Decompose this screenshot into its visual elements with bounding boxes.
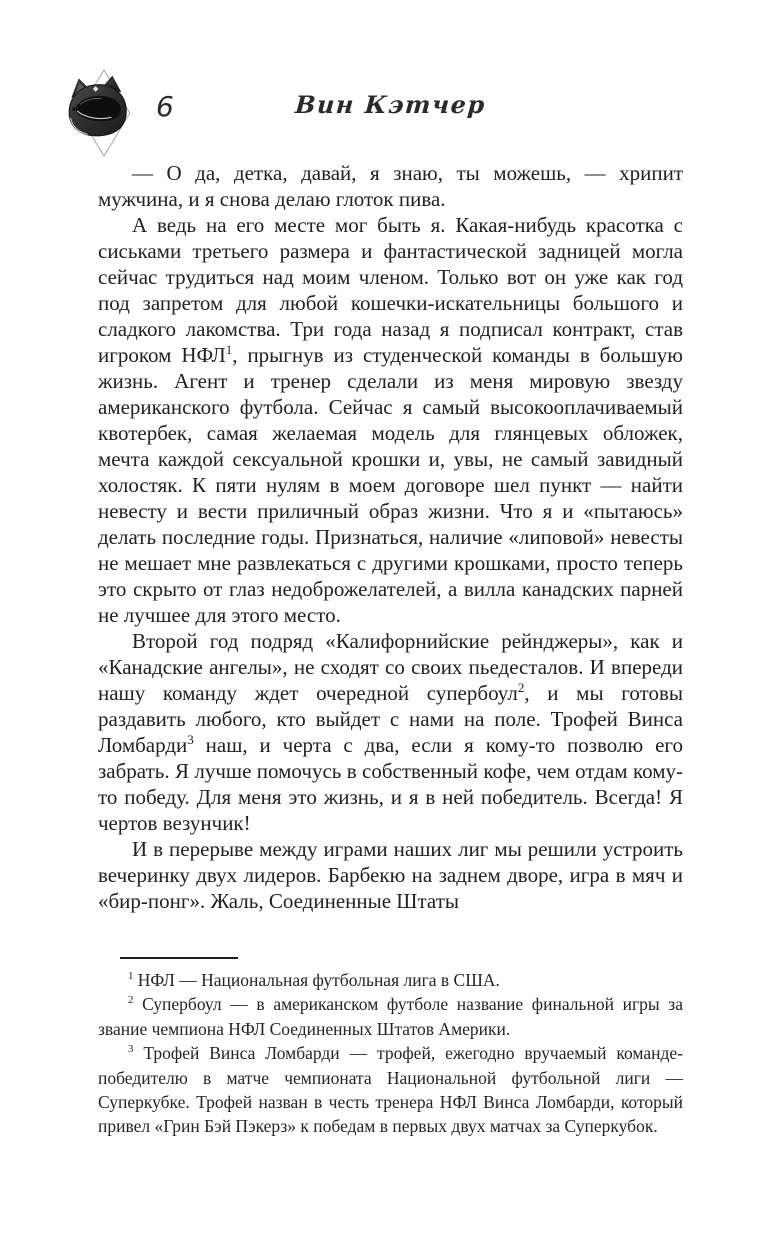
body-paragraph: А ведь на его месте мог быть я. Какая-нибудь красотка с сиськами третьего размера и фантастической задницей могла сейчас трудиться над моим членом. Только вот он уже как год под запретом для любой кошечки-искательницы большого и сладкого лакомства. Три года назад я подписал контракт, став игроком НФЛ$^1$, прыгнув из студенческой команды в большую жизнь. Агент и тренер сделали из меня мировую звезду американского футбола. Сейчас я самый высокооплачиваемый квотербек, самая желаемая модель для глянцевых обложек, мечта каждой сексуальной крошки и, увы, не самый завидный холостяк. К пяти нулям в моем договоре шел пункт — найти невесту и вести приличный образ жизни. Что я и «пытаюсь» делать последние годы. Признаться, наличие «липовой» невесты не мешает мне развлекаться с другими крошками, просто теперь это скрыто от глаз недоброжелателей, а вилла канадских парней не лучшее для этого место. xyxy=(98,213,683,627)
footnote-reference: 2 xyxy=(517,680,525,695)
footnote-item: $^2$ Супербоул — в американском футболе название финальной игры за звание чемпиона НФЛ Соединенных Штатов Америки. xyxy=(98,994,683,1039)
footnote-marker: 2 xyxy=(128,994,134,1007)
body-paragraph: Второй год подряд «Калифорнийские рейнджеры», как и «Канадские ангелы», не сходят со своих пьедесталов. И впереди нашу команду ждет очередной супербоул$^2$, и мы готовы раздавить любого, кто выйдет с нами на поле. Трофей Винса Ломбарди$^3$ наш, и черта с два, если я кому-то позволю его забрать. Я лучше помочусь в собственный кофе, чем отдам кому-то победу. Для меня это жизнь, и я в ней победитель. Всегда! Я чертов везунчик! xyxy=(98,629,683,835)
footnote-item: $^3$ Трофей Винса Ломбарди — трофей, ежегодно вручаемый команде-победителю в матче чемпионата Национальной футбольной лиги — Суперкубке. Трофей назван в честь тренера НФЛ Винса Ломбарди, который привел «Грин Бэй Пэкерз» к победам в первых двух матчах за Суперкубок. xyxy=(98,1043,683,1137)
body-paragraph: — О да, детка, давай, я знаю, ты можешь, — хрипит мужчина, и я снова делаю глоток пива. xyxy=(98,161,683,211)
footnotes-list xyxy=(98,968,683,1139)
body-text xyxy=(98,160,683,914)
running-title: Вин Кэтчер xyxy=(294,90,487,119)
footnote-item: $^1$ НФЛ — Национальная футбольная лига в США. xyxy=(128,970,500,990)
footnote-marker: 3 xyxy=(128,1043,134,1056)
page-number: 6 xyxy=(156,90,174,123)
footnote-reference: 3 xyxy=(187,732,194,747)
footnote-reference: 1 xyxy=(225,342,233,357)
footnote-separator xyxy=(120,957,238,959)
footnote-marker: 1 xyxy=(128,970,134,983)
body-paragraph: И в перерыве между играми наших лиг мы решили устроить вечеринку двух лидеров. Барбекю на заднем дворе, игра в мяч и «бир-понг». Жаль, Соединенные Штаты xyxy=(98,837,683,913)
footnotes-section xyxy=(98,957,683,1139)
